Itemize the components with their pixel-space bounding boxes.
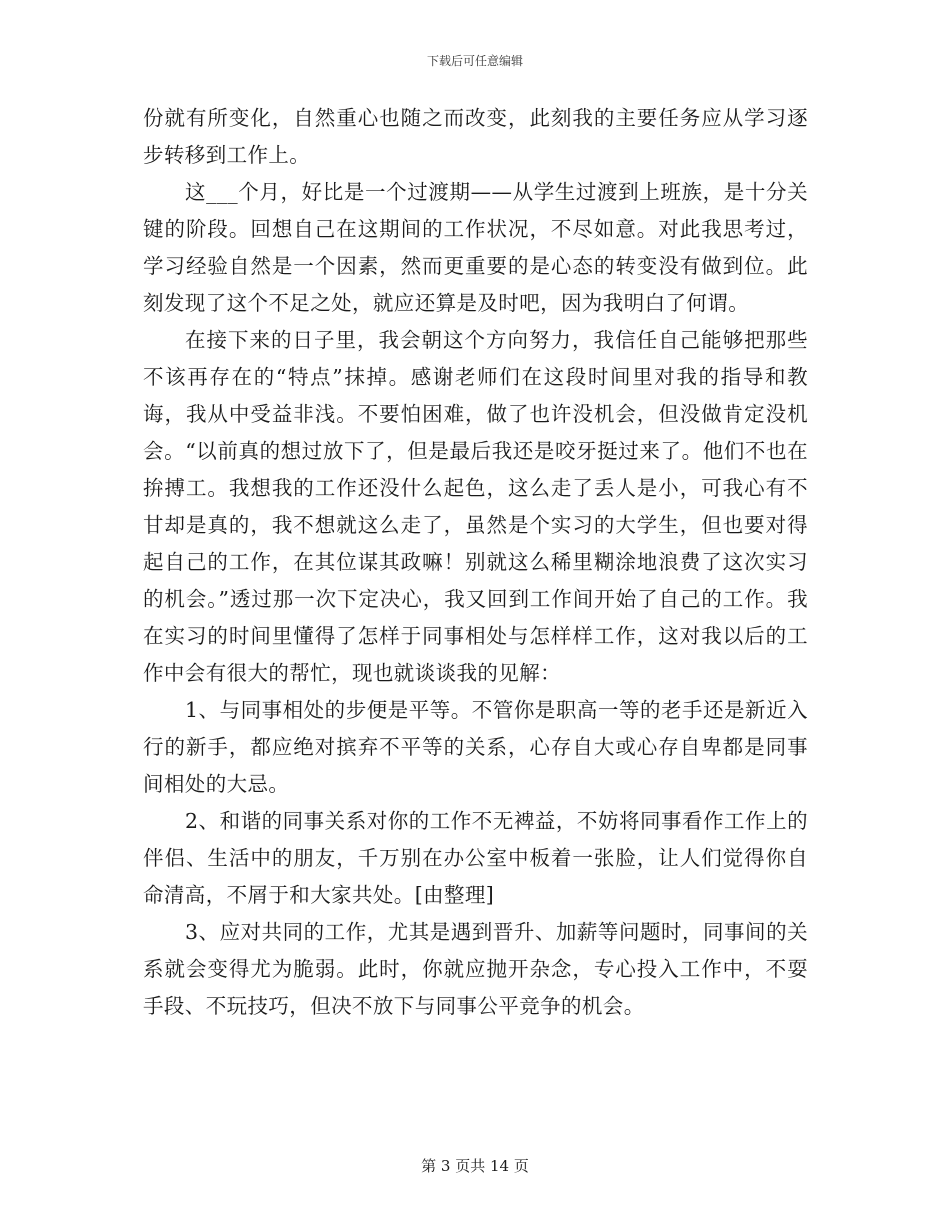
- paragraph-point-2: 2、和谐的同事关系对你的工作不无裨益，不妨将同事看作工作上的伴侣、生活中的朋友，千万别在办公室中板着一张脸，让人们觉得你自命清高，不屑于和大家共处。[由整理]: [143, 809, 808, 907]
- paragraph-point-3: 3、应对共同的工作，尤其是遇到晋升、加薪等问题时，同事间的关系就会变得尤为脆弱。此时，你就应抛开杂念，专心投入工作中，不耍手段、不玩技巧，但决不放下与同事公平竞争的机会。: [143, 920, 808, 1018]
- paragraph-transition-period: 这___个月，好比是一个过渡期——从学生过渡到上班族，是十分关键的阶段。回想自己在这期间的工作状况，不尽如意。对此我思考过，学习经验自然是一个因素，然而更重要的是心态的转变没有做到位。此刻发现了这个不足之处，就应还算是及时吧，因为我明白了何谓。: [143, 180, 808, 315]
- page-number: 第 3 页共 14 页: [421, 1157, 529, 1175]
- page-header: 下载后可任意编辑: [426, 54, 523, 68]
- paragraph-effort-and-resolve: 在接下来的日子里，我会朝这个方向努力，我信任自己能够把那些不该再存在的“特点”抹掉。感谢老师们在这段时间里对我的指导和教诲，我从中受益非浅。不要怕困难，做了也许没机会，但没做肯定没机会。“以前真的想过放下了，但是最后我还是咬牙挺过来了。他们不也在拚搏工。我想我的工作还没什么起色，这么走了丢人是小，可我心有不甘却是真的，我不想就这么走了，虽然是个实习的大学生，但也要对得起自己的工作，在其位谋其政嘛！别就这么稀里糊涂地浪费了这次实习的机会。”透过那一次下定决心，我又回到工作间开始了自己的工作。我在实习的时间里懂得了怎样于同事相处与怎样样工作，这对我以后的工作中会有很大的帮忙，现也就谈谈我的见解：: [143, 328, 808, 685]
- document-body: [143, 100, 808, 1025]
- paragraph-point-1: 1、与同事相处的步便是平等。不管你是职高一等的老手还是新近入行的新手，都应绝对摈弃不平等的关系，心存自大或心存自卑都是同事间相处的大忌。: [143, 698, 808, 796]
- paragraph-continuation: 份就有所变化，自然重心也随之而改变，此刻我的主要任务应从学习逐步转移到工作上。: [143, 106, 808, 167]
